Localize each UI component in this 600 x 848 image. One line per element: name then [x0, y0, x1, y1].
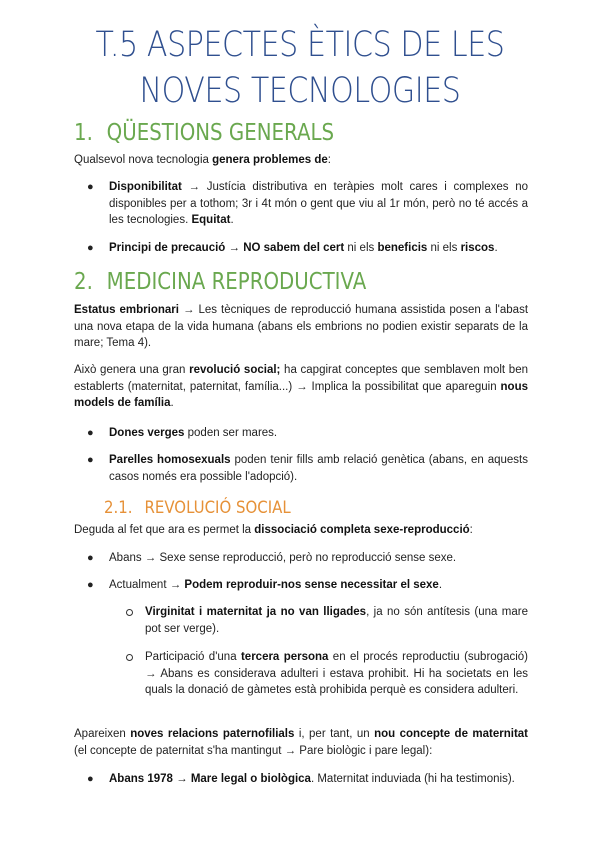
text-bold: tercera persona: [240, 651, 329, 663]
text-bold: beneficis: [377, 242, 428, 254]
text-bold: genera problemes de: [212, 154, 328, 166]
text: Apareixen: [74, 728, 131, 740]
bullet-icon: ●: [87, 579, 94, 591]
paragraph: [74, 726, 528, 759]
bullet-icon: ●: [87, 242, 94, 254]
section-number: 2.: [74, 269, 93, 295]
text: Això genera una gran: [74, 364, 190, 376]
text: .: [170, 397, 174, 409]
text-bold: Disponibilitat: [109, 181, 182, 193]
text: ni els: [427, 242, 461, 254]
text-bold: Principi de precaució → NO sabem del cert: [109, 242, 345, 254]
section-number: 2.1.: [104, 498, 133, 518]
list-item: [87, 179, 528, 229]
paragraph-intro: [74, 152, 528, 169]
text: en el procés reproductiu (subrogació) → Abans es considerava adulteri i estava prohibit. Hi ha societats en les quals la donació de gàmetes està prohibida perquè es considera adulteri.: [145, 651, 528, 696]
bullet-icon: ●: [87, 773, 94, 785]
text-bold: Virginitat i maternitat ja no van lligades: [145, 606, 367, 618]
text: ni els: [344, 242, 378, 254]
text: i, per tant, un: [294, 728, 375, 740]
list-item: [87, 577, 528, 594]
subsection-heading-social: [104, 497, 291, 519]
text-bold: revolució social;: [189, 364, 281, 376]
paragraph: [74, 522, 528, 539]
section-heading-medicine: [74, 267, 366, 297]
list-item: [87, 771, 528, 788]
text: Qualsevol nova tecnologia: [74, 154, 213, 166]
bullet-icon: ●: [87, 454, 94, 466]
section-title: MEDICINA REPRODUCTIVA: [106, 269, 367, 295]
text: .: [494, 242, 498, 254]
text-bold: Parelles homosexuals: [109, 454, 231, 466]
sub-list-item: [145, 649, 528, 699]
text-bold: Dones verges: [109, 427, 185, 439]
circle-bullet-icon: [126, 654, 133, 661]
text: ha capgirat conceptes que semblaven molt ben establerts (maternitat, paternitat, família...) → Implica la possibilitat que apareguin: [74, 364, 528, 393]
text-bold: Abans 1978 → Mare legal o biològica: [109, 773, 311, 785]
text: :: [469, 524, 473, 536]
section-title: QÜESTIONS GENERALS: [106, 120, 335, 146]
text: Abans → Sexe sense reproducció, però no reproducció sense sexe.: [109, 552, 457, 564]
paragraph: [74, 362, 528, 412]
list-item: [87, 550, 528, 567]
section-number: 1.: [74, 120, 93, 146]
text: Participació d'una: [145, 651, 241, 663]
paragraph: [74, 302, 528, 352]
circle-bullet-icon: [126, 609, 133, 616]
list-item: [87, 425, 528, 442]
text: → Les tècniques de reproducció humana assistida posen a l'abast una nova etapa de la vida humana (abans els embrions no podien existir separats de la mare; Tema 4).: [74, 304, 529, 349]
text-bold: riscos: [460, 242, 495, 254]
text-bold: dissociació completa sexe-reproducció: [254, 524, 470, 536]
text-bold: noves relacions paternofilials: [130, 728, 295, 740]
bullet-icon: ●: [87, 181, 94, 193]
text: (el concepte de paternitat s'ha mantingut → Pare biològic i pare legal):: [74, 744, 433, 757]
bullet-icon: ●: [87, 427, 94, 439]
text-bold: Podem reproduir-nos sense necessitar el sexe: [184, 579, 439, 591]
text: poden tenir fills amb relació genètica (abans, en aquests casos només era possible l'adopció).: [109, 454, 528, 483]
text: Actualment →: [109, 579, 185, 591]
page-title: T.5 ASPECTES ÈTICS DE LES NOVES TECNOLOGIES: [95, 25, 505, 111]
list-item: [87, 452, 528, 485]
text: Deguda al fet que ara es permet la: [74, 524, 255, 536]
text: poden ser mares.: [184, 427, 278, 439]
text: → Justícia distributiva en teràpies molt cares i complexes no disponibles per a tothom; 3r i 4t món o gent que viu al 1r món, però no té accés a les tecnologies.: [109, 181, 528, 226]
text: .: [230, 214, 234, 226]
text-bold: nous models de família: [74, 380, 528, 409]
text-bold: Equitat: [191, 214, 231, 226]
text-bold: Estatus embrionari: [74, 304, 179, 316]
list-item: [87, 240, 528, 257]
section-title: REVOLUCIÓ SOCIAL: [144, 498, 291, 518]
section-heading-questions: [74, 118, 334, 148]
bullet-icon: ●: [87, 552, 94, 564]
text-bold: nou concepte de maternitat: [374, 728, 529, 740]
text: . Maternitat induviada (hi ha testimonis).: [310, 773, 515, 785]
text: :: [327, 154, 331, 166]
sub-list-item: [145, 604, 528, 637]
text: , ja no són antítesis (una mare pot ser verge).: [145, 606, 528, 635]
text: .: [438, 579, 443, 591]
